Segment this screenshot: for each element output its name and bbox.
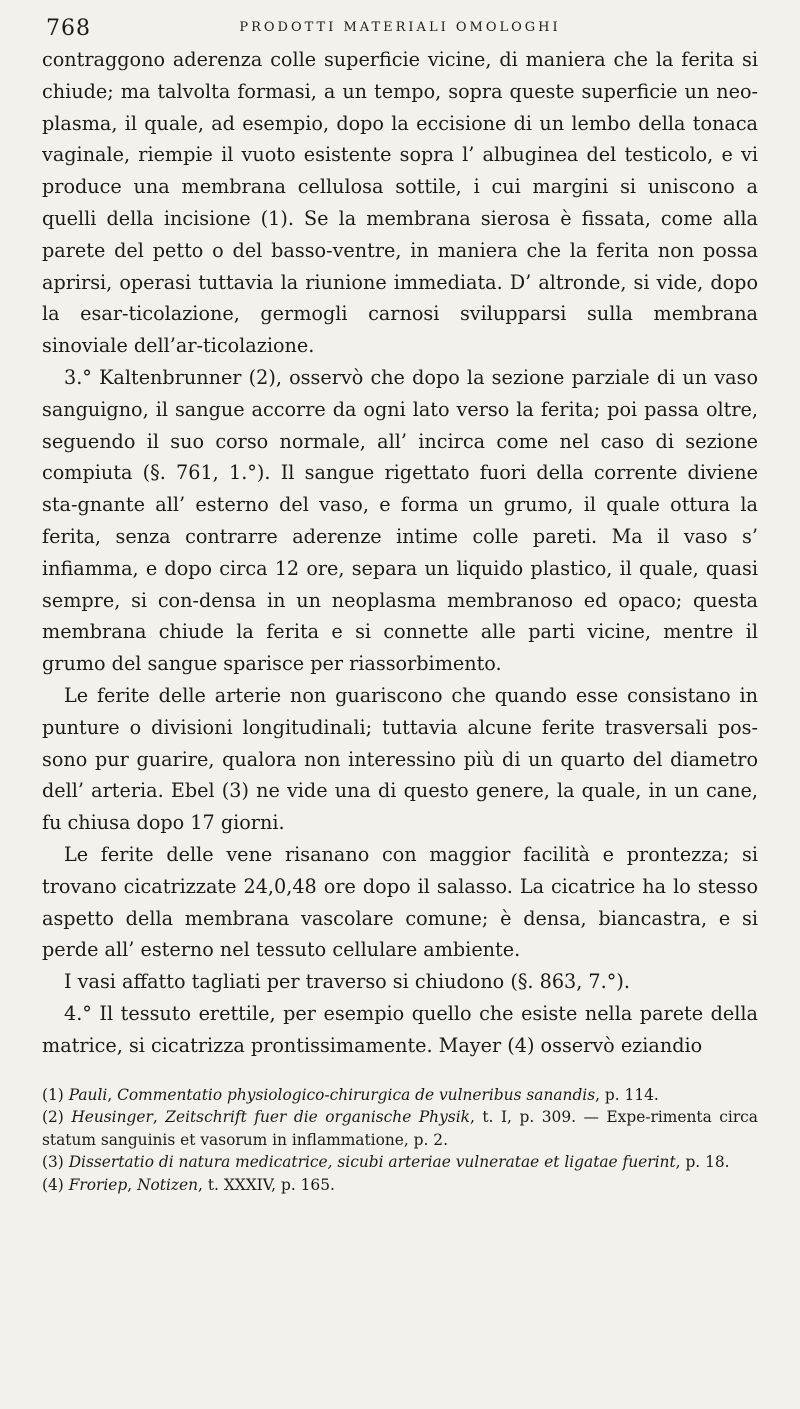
- body-text: [42, 44, 758, 1062]
- footnote-title: Notizen: [137, 1175, 199, 1194]
- footnotes: [42, 1084, 758, 1197]
- footnote-author: Heusinger: [71, 1108, 153, 1126]
- footnote: (4) Froriep, Notizen, t. XXXIV, p. 165.: [42, 1175, 335, 1194]
- footnote-ref: p. 114.: [604, 1085, 659, 1104]
- paragraph: contraggono aderenza colle superficie vicine, di maniera che la ferita si chiude; ma talvolta formasi, a un tempo, sopra queste superficie un neo-plasma, il quale, ad esempio, dopo la eccisione di un lembo della tonaca vaginale, riempie il vuoto esistente sopra l’ albuginea del testicolo, e vi produce una membrana cellulosa sottile, i cui margini si uniscono a quelli della incisione (1). Se la membrana sierosa è fissata, come alla parete del petto o del basso-ventre, in maniera che la ferita non possa aprirsi, operasi tuttavia la riunione immediata. D’ altronde, si vide, dopo la esar-ticolazione, germogli carnosi svilupparsi sulla membrana sinoviale dell’ar-ticolazione.: [42, 48, 758, 358]
- footnote-ref: p. 18.: [685, 1153, 730, 1171]
- paragraph: Le ferite delle arterie non guariscono che quando esse consistano in punture o divisioni longitudinali; tuttavia alcune ferite trasversali pos-sono pur guarire, qualora non interessino più di un quarto del diametro dell’ arteria. Ebel (3) ne vide una di questo genere, la quale, in un cane, fu chiusa dopo 17 giorni.: [42, 683, 758, 835]
- footnote-author: Dissertatio di natura medicatrice, sicubi arteriae vulneratae et ligatae fuerint: [68, 1153, 676, 1171]
- paragraph: 3.° Kaltenbrunner (2), osservò che dopo la sezione parziale di un vaso sanguigno, il sangue accorre da ogni lato verso la ferita; poi passa oltre, seguendo il suo corso normale, all’ incirca come nel caso di sezione compiuta (§. 761, 1.°). Il sangue rigettato fuori della corrente diviene sta-gnante all’ esterno del vaso, e forma un grumo, il quale ottura la ferita, senza contrarre aderenze intime colle pareti. Ma il vaso s’ infiamma, e dopo circa 12 ore, separa un liquido plastico, il quale, quasi sempre, si con-densa in un neoplasma membranoso ed opaco; questa membrana chiude la ferita e si connette alle parti vicine, mentre il grumo del sangue sparisce per riassorbimento.: [42, 365, 758, 676]
- footnote: (1) Pauli, Commentatio physiologico-chirurgica de vulneribus sanandis, p. 114.: [42, 1085, 659, 1104]
- footnote: (3) Dissertatio di natura medicatrice, sicubi arteriae vulneratae et ligatae fuerint, p. 18.: [42, 1153, 730, 1171]
- page-number: 768: [46, 16, 91, 41]
- footnote-number: (2): [42, 1108, 64, 1126]
- page-header: [42, 14, 758, 44]
- footnote-ref: t. I, p. 309. — Expe-rimenta circa statum sanguinis et vasorum in inflammatione, p. 2.: [42, 1108, 758, 1149]
- running-title: PRODOTTI MATERIALI OMOLOGHI: [239, 20, 561, 35]
- footnote-title: Commentatio physiologico-chirurgica de vulneribus sanandis: [117, 1085, 596, 1104]
- footnote: (2) Heusinger, Zeitschrift fuer die organische Physik, t. I, p. 309. — Expe-rimenta circa statum sanguinis et vasorum in inflammatione, p. 2.: [42, 1108, 758, 1149]
- paragraph: 4.° Il tessuto erettile, per esempio quello che esiste nella parete della matrice, si cicatrizza prontissimamente. Mayer (4) osservò eziandio: [42, 1001, 758, 1057]
- paragraph: Le ferite delle vene risanano con maggior facilità e prontezza; si trovano cicatrizzate 24,0,48 ore dopo il salasso. La cicatrice ha lo stesso aspetto della membrana vascolare comune; è densa, biancastra, e si perde all’ esterno nel tessuto cellulare ambiente.: [42, 842, 758, 962]
- footnote-author: Froriep: [68, 1175, 128, 1194]
- footnote-title: Zeitschrift fuer die organische Physik: [165, 1108, 470, 1126]
- footnote-ref: t. XXXIV, p. 165.: [207, 1175, 335, 1194]
- footnote-number: (1): [42, 1085, 64, 1104]
- footnote-number: (3): [42, 1153, 64, 1171]
- footnote-number: (4): [42, 1175, 64, 1194]
- footnote-author: Pauli: [68, 1085, 108, 1104]
- paragraph: I vasi affatto tagliati per traverso si chiudono (§. 863, 7.°).: [64, 970, 630, 994]
